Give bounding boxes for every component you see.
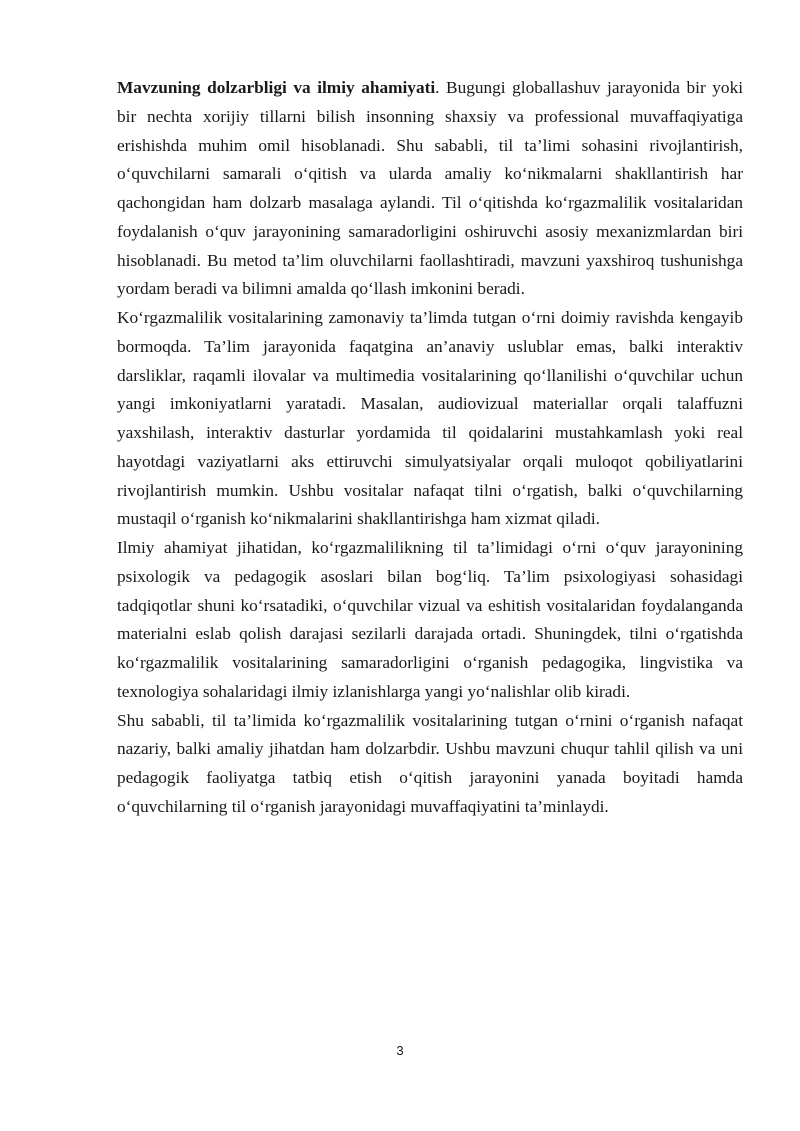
paragraph-relevance <box>117 74 743 304</box>
paragraph-text: . Bugungi globallashuv jarayonida bir yoki bir nechta xorijiy tillarni bilish insonning shaxsiy va professional muvaffaqiyatiga erishishda muhim omil hisoblanadi. Shu sababli, til ta’limi sohasini rivojlantirish, o‘quvchilarni samarali o‘qitish va ularda amaliy ko‘nikmalarni shakllantirish har qachongidan ham dolzarb masalaga aylandi. Til o‘qitishda ko‘rgazmalilik vositalaridan foydalanish o‘quv jarayonining samaradorligini oshiruvchi asosiy mexanizmlardan biri hisoblanadi. Bu metod ta’lim oluvchilarni faollashtiradi, mavzuni yaxshiroq tushunishga yordam beradi va bilimni amalda qo‘llash imkonini beradi. <box>117 78 744 299</box>
page-number: 3 <box>396 1043 404 1058</box>
document-body <box>117 74 743 822</box>
paragraph-conclusion: Shu sababli, til ta’limida ko‘rgazmalilik vositalarining tutgan o‘rnini o‘rganish nafaqat nazariy, balki amaliy jihatdan ham dolzarbdir. Ushbu mavzuni chuqur tahlil qilish va uni pedagogik faoliyatga tatbiq etish o‘qitish jarayonini yanada boyitadi hamda o‘quvchilarning til o‘rganish jarayonidagi muvaffaqiyatini ta’minlaydi. <box>117 710 743 816</box>
paragraph-scientific-significance: Ilmiy ahamiyat jihatidan, ko‘rgazmalilikning til ta’limidagi o‘rni o‘quv jarayonining psixologik va pedagogik asoslari bilan bog‘liq. Ta’lim psixologiyasi sohasidagi tadqiqotlar shuni ko‘rsatadiki, o‘quvchilar vizual va eshitish vositalaridan foydalanganda materialni eslab qolish darajasi sezilarli darajada ortadi. Shuningdek, tilni o‘rgatishda ko‘rgazmalilik vositalarining samaradorligini o‘rganish pedagogika, lingvistika va texnologiya sohalaridagi ilmiy izlanishlarga yangi yo‘nalishlar olib kiradi. <box>117 538 743 701</box>
paragraph-visual-aids: Ko‘rgazmalilik vositalarining zamonaviy ta’limda tutgan o‘rni doimiy ravishda kengayib bormoqda. Ta’lim jarayonida faqatgina an’anaviy uslublar emas, balki interaktiv darsliklar, raqamli ilovalar va multimedia vositalarining qo‘llanilishi o‘quvchilar uchun yangi imkoniyatlarni yaratadi. Masalan, audiovizual materiallar orqali talaffuzni yaxshilash, interaktiv dasturlar yordamida til qoidalarini mustahkamlash yoki real hayotdagi vaziyatlarni aks ettiruvchi simulyatsiyalar orqali muloqot qobiliyatlarini rivojlantirish mumkin. Ushbu vositalar nafaqat tilni o‘rgatish, balki o‘quvchilarning mustaqil o‘rganish ko‘nikmalarini shakllantirishga ham xizmat qiladi. <box>117 308 743 529</box>
section-heading: Mavzuning dolzarbligi va ilmiy ahamiyati <box>117 78 436 97</box>
